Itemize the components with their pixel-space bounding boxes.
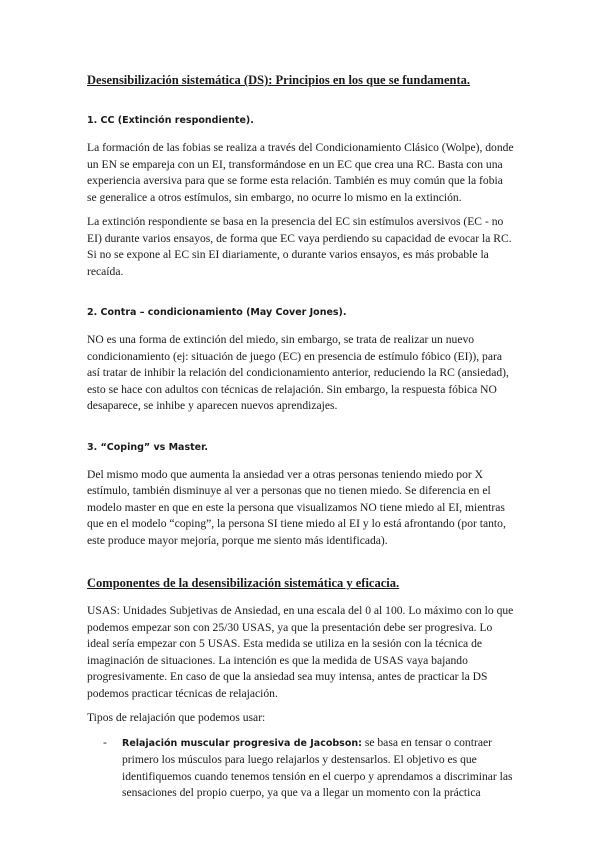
spacer [87, 288, 515, 306]
spacer [87, 423, 515, 441]
section-title-components: Componentes de la desensibilización sistemática y eficacia. [87, 576, 400, 590]
section-1-paragraph-2: La extinción respondiente se basa en la presencia del EC sin estímulos aversivos (EC - no EI) durante varios ensayos, de forma que EC vaya perdiendo su capacidad de evocar la RC. Si no se expone al EC sin EI diariamente, o durante varios ensayos, es más probable la recaída. [87, 215, 512, 278]
relaxation-types-list [87, 735, 515, 802]
list-item [103, 735, 515, 802]
list-bullet: - [103, 735, 107, 749]
document-title: Desensibilización sistemática (DS): Principios en los que se fundamenta. [87, 73, 470, 87]
section-heading-1: 1. CC (Extinción respondiente). [87, 115, 254, 126]
spacer [87, 557, 515, 575]
usas-paragraph: USAS: Unidades Subjetivas de Ansiedad, en una escala del 0 al 100. Lo máximo con lo que podemos empezar son con 25/30 USAS, ya que la presentación debe ser progresiva. Lo ideal sería empezar con 5 USAS. Esta medida se utiliza en la sesión con la técnica de imaginación de situaciones. La intención es que la medida de USAS vaya bajando progresivamente. En caso de que la ansiedad sea muy intensa, antes de practicar la DS podemos practicar técnicas de relajación. [87, 604, 514, 700]
section-1-paragraph-1: La formación de las fobias se realiza a través del Condicionamiento Clásico (Wolpe), donde un EN se empareja con un EI, transformándose en un EC que crea una RC. Basta con una experiencia aversiva para que se forme esta relación. También es muy común que la fobia se generalice a otros estímulos, sin embargo, no ocurre lo mismo en la extinción. [87, 141, 514, 204]
section-2-paragraph-1: NO es una forma de extinción del miedo, sin embargo, se trata de realizar un nuevo condicionamiento (ej: situación de juego (EC) en presencia de estímulo fóbico (EI)), para así tratar de inhibir la relación del condicionamiento anterior, reduciendo la RC (ansiedad), esto se hace con adultos con técnicas de relajación. Sin embargo, la respuesta fóbica NO desaparece, se inhibe y aparecen nuevos aprendizajes. [87, 333, 509, 412]
section-3-paragraph-1: Del mismo modo que aumenta la ansiedad ver a otras personas teniendo miedo por X estímulo, también disminuye al ver a personas que no tienen miedo. Se diferencia en el modelo master en que en este la persona que visualizamos NO tiene miedo al EI, mientras que en el modelo “coping”, la persona SI tiene miedo al EI y lo está afrontando (por tanto, este produce mayor mejoría, porque me siento más identificada). [87, 467, 506, 547]
list-item-term: Relajación muscular progresiva de Jacobson: [122, 737, 362, 749]
section-heading-3: 3. “Coping” vs Master. [87, 441, 209, 453]
section-heading-2: 2. Contra – condicionamiento (May Cover Jones). [87, 307, 347, 318]
relaxation-types-intro: Tipos de relajación que podemos usar: [87, 711, 266, 724]
list-item-text: se basa en tensar o contraer primero los músculos para luego relajarlos y destensarlos. El objetivo es que identifiquemos cuando tenemos tensión en el cuerpo y aprendamos a discriminar las sensaciones del propio cuerpo, ya que va a llegar un momento con la práctica [122, 735, 513, 799]
